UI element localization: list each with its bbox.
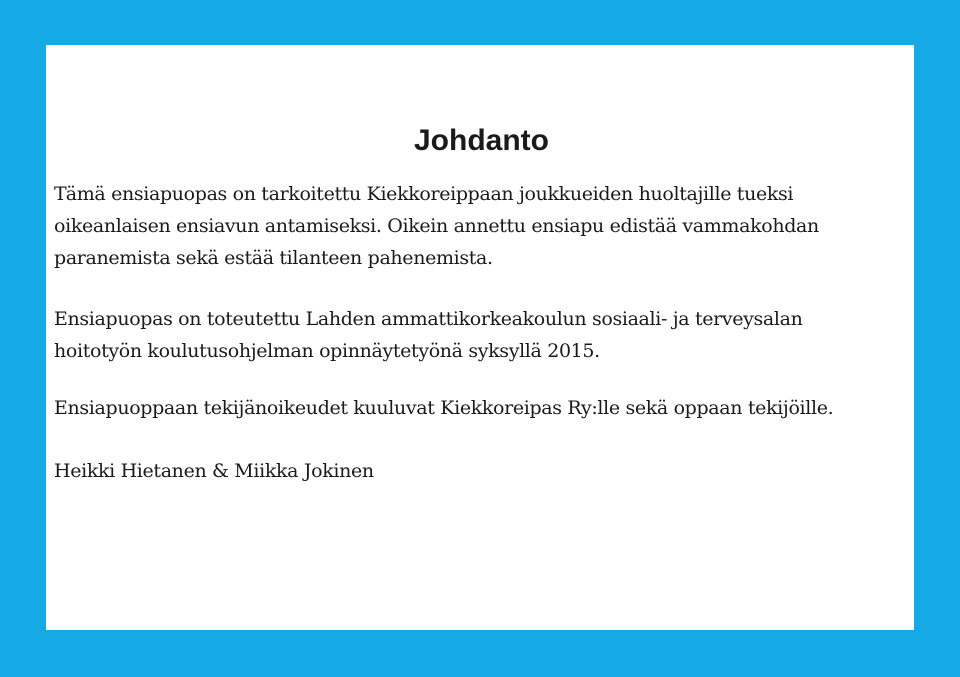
authors-line: Heikki Hietanen & Miikka Jokinen [54,460,374,482]
intro-line-1: Tämä ensiapuopas on tarkoitettu Kiekkoreippaan joukkueiden huoltajille tueksi [54,183,794,205]
copyright-paragraph [54,392,912,424]
document-page [46,45,914,630]
thesis-line-1: Ensiapuopas on toteutettu Lahden ammattikorkeakoulun sosiaali- ja terveysalan [54,308,803,330]
intro-line-2: oikeanlaisen ensiavun antamiseksi. Oikein annettu ensiapu edistää vammakohdan [54,215,819,237]
intro-paragraph [54,178,912,274]
copyright-line-1: Ensiapuoppaan tekijänoikeudet kuuluvat Kiekkoreipas Ry:lle sekä oppaan tekijöille. [54,397,834,419]
thesis-paragraph [54,303,912,367]
intro-line-3: paranemista sekä estää tilanteen pahenemista. [54,247,493,269]
page-title: Johdanto [414,124,549,157]
thesis-line-2: hoitotyön koulutusohjelman opinnäytetyönä syksyllä 2015. [54,340,600,362]
